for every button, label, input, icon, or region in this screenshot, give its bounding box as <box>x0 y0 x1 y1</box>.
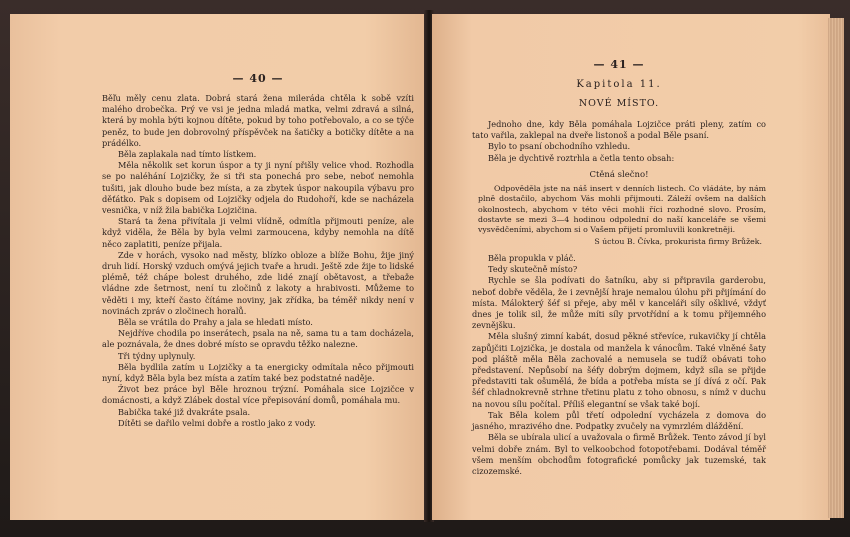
letter-signature: S úctou B. Čívka, prokurista firmy Brůžek. <box>594 236 762 246</box>
paragraph: Měla několik set korun úspor a ty ji nyní přišly velice vhod. Rozhodla se po naléhání Lojzičky, že si tři sta ponechá pro sebe, neboť nemohla tušiti, jak dlouho bude bez místa, a za zbytek úspor nakoupila výbavu pro děťátko. Pak s dopisem od Lojzičky odjela do Rudohoří, kde se nacházela vesnička, v níž žila babička Lojzičina. <box>102 160 414 216</box>
right-page-text-before <box>472 119 766 164</box>
paragraph: Běla zaplakala nad tímto lístkem. <box>118 149 257 160</box>
paragraph: Tedy skutečně místo? <box>488 264 578 275</box>
paragraph: Běla propukla v pláč. <box>488 253 576 264</box>
chapter-heading: Kapitola 11. <box>576 79 662 90</box>
chapter-title: NOVÉ MÍSTO. <box>578 98 660 109</box>
letter-greeting: Ctěná slečno! <box>589 169 649 180</box>
paragraph: Běla bydlila zatím u Lojzičky a ta energicky odmítala něco přijmouti nyní, když Běla byla bez místa a zatím také bez podstatné naděje. <box>102 361 414 384</box>
paragraph: Zde v horách, vysoko nad městy, blízko obloze a blíže Bohu, žije jiný druh lidí. Horský vzduch omývá jejich tvaře a hrudi. Ještě zde žije to lidské plémě, též chápe bolest druhého, zde lidé znají obětavost, a třebaže vládne zde šetrnost, není tu zločinů z lakoty a hrabivosti. Můžeme to věděti i my, kteří často čítáme noviny, jak zřídka, ba téměř nikdy není v novinách zpráv o zločinech horalů. <box>102 249 414 316</box>
paragraph: Běľu měly cenu zlata. Dobrá stará žena mileráda chtěla k sobě vzíti malého drobečka. Prý ve vsi je jedna mladá matka, velmi zdravá a silná, která by mohla býti kojnou dítěte, pokud by toho potřebovalo, a co se týče peněz, to bude jen dobrovolný příspěvček na šatičky a botičky dítěte a na prádélko. <box>102 93 414 148</box>
page-number-right: — 41 — <box>593 58 645 71</box>
page-edges <box>828 18 844 518</box>
paragraph: Měla slušný zimní kabát, dosud pěkné střevíce, rukavičky jí chtěla zapůjčiti Lojzička, je dostala od manžela k vánocům. Také vlněné šaty pod pláště měla Běla zachovalé a nemusela se tudíž obávati toho představení. Nepůsobí na šéfy dobrým dojmem, když síla se přijde představiti tak ošumělá, že bída a potřeba místa se jí dívá z očí. Pak šéf chladnokrevně strhne třetinu platu z toho obnosu, s nímž v duchu na novou sílu počítal. Příliš elegantní se však také bojí. <box>472 331 766 409</box>
left-page-text <box>102 93 414 429</box>
page-number-left: — 40 — <box>232 72 284 85</box>
paragraph: Běla je dychtivě roztrhla a četla tento obsah: <box>488 152 675 163</box>
paragraph: Běla se ubírala ulicí a uvažovala o firmě Brůžek. Tento závod jí byl velmi dobře znám. Byl to velkoobchod fotopotřebami. Dodával téměř všem menším obchodům fotografické pomůcky jak tuzemské, tak cizozemské. <box>472 432 766 476</box>
paragraph: Rychle se šla podívati do šatníku, aby si připravila garderobu, neboť dobře věděla, že i zevnější hraje nemalou úlohu při přijímání do místa. Málokterý šéf si přeje, aby měl v kanceláři síly ošklivé, vždyť dnes je tolik sil, že může míti síly prvotřídní a k tomu příjemného zevnějšku. <box>472 275 766 331</box>
paragraph: Jednoho dne, kdy Běla pomáhala Lojzičce práti pleny, zatím co tato vařila, zaklepal na dveře listonoš a podal Běle psaní. <box>472 119 766 141</box>
paragraph: Bylo to psaní obchodního vzhledu. <box>488 141 631 152</box>
paragraph: Dítěti se dařilo velmi dobře a rostlo jako z vody. <box>118 417 316 428</box>
right-page-text-after <box>472 253 766 477</box>
paragraph: Tři týdny uplynuly. <box>118 350 196 361</box>
paragraph: Babička také již dvakráte psala. <box>118 406 251 417</box>
left-page <box>10 14 428 520</box>
paragraph: Stará ta žena přivítala ji velmi vlídně, odmítla přijmouti peníze, ale když viděla, že Běla by byla velmi zarmoucena, kdyby nemohla na dítě něco zaplatiti, peníze přijala. <box>102 216 414 249</box>
right-page <box>432 14 830 520</box>
paragraph: Život bez práce byl Běle hroznou trýzní. Pomáhala sice Lojzičce v domácnosti, a když Zlábek dostal více přepisování domů, pomáhala mu. <box>102 384 414 406</box>
paragraph: Tak Běla kolem půl třetí odpolední vycházela z domova do jasného, mrazivého dne. Podpatky zvučely na vymrzlém dláždění. <box>472 409 766 432</box>
paragraph: Nejdříve chodila po inserátech, psala na ně, sama tu a tam docházela, ale poznávala, že dnes dobré místo se opravdu těžko nalezne. <box>102 328 414 350</box>
letter-body: Odpověděla jste na náš insert v denních listech. Co vládáte, by nám plně dostačilo, abychom Vás mohli přijmouti. Záleží ovšem na dalších okolnostech, abychom v této věci mohli říci rozhodné slovo. Prosím, dostavte se mezi 3—4 hodinou odpolední do naší kanceláře se všemi vysvědčeními, abychom si o Vašem přijetí promluvili konkretněji. <box>478 183 766 235</box>
paragraph: Běla se vrátila do Prahy a jala se hledati místo. <box>118 317 313 328</box>
